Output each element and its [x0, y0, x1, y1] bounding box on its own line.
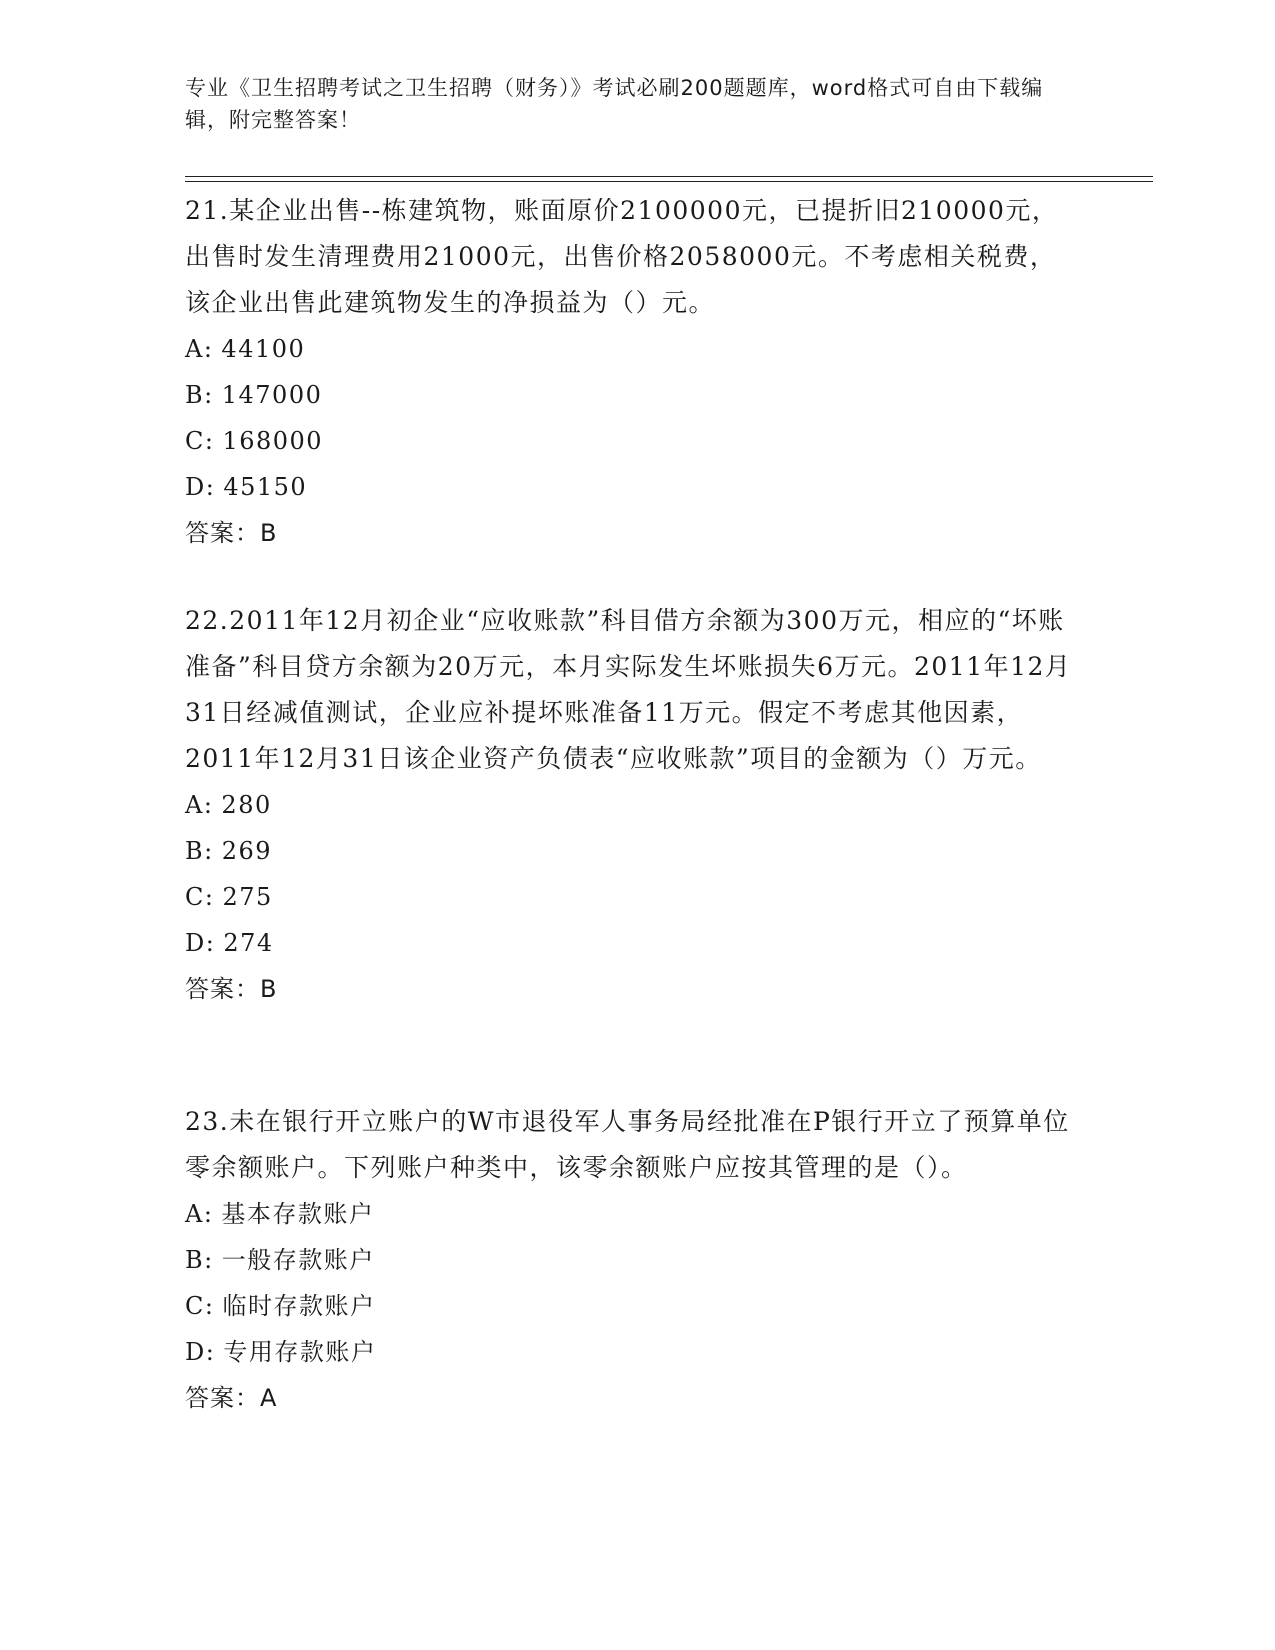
- option-letter: C:: [185, 427, 215, 455]
- option-letter: A:: [185, 791, 214, 819]
- answer-label: 答案：A: [185, 1384, 278, 1412]
- option-letter: D:: [185, 473, 216, 501]
- option-c: [185, 418, 1085, 464]
- option-a: [185, 782, 1085, 828]
- question-23: [185, 1099, 1085, 1421]
- option-letter: A:: [185, 1200, 214, 1228]
- option-text: 275: [222, 883, 273, 911]
- header-divider-top: [185, 176, 1153, 177]
- option-letter: A:: [185, 335, 214, 363]
- option-letter: B:: [185, 837, 214, 865]
- option-letter: B:: [185, 381, 214, 409]
- option-text: 基本存款账户: [221, 1200, 375, 1228]
- option-letter: C:: [185, 1292, 215, 1320]
- option-a: [185, 326, 1085, 372]
- option-text: 一般存款账户: [221, 1246, 375, 1274]
- option-c: [185, 874, 1085, 920]
- option-c: [185, 1283, 1085, 1329]
- option-d: [185, 920, 1085, 966]
- question-stem: 22.2011年12月初企业“应收账款”科目借方余额为300万元，相应的“坏账准备”科目贷方余额为20万元，本月实际发生坏账损失6万元。2011年12月31日经减值测试，企业应补提坏账准备11万元。假定不考虑其他因素，2011年12月31日该企业资产负债表“应收账款”项目的金额为（）万元。: [185, 606, 1072, 773]
- option-a: [185, 1191, 1085, 1237]
- option-text: 45150: [223, 473, 308, 501]
- question-stem: 23.未在银行开立账户的W市退役军人事务局经批准在P银行开立了预算单位零余额账户。下列账户种类中，该零余额账户应按其管理的是（）。: [185, 1107, 1070, 1182]
- option-text: 44100: [221, 335, 306, 363]
- option-text: 临时存款账户: [222, 1292, 376, 1320]
- option-d: [185, 1329, 1085, 1375]
- answer-label: 答案：B: [185, 975, 278, 1003]
- option-text: 280: [221, 791, 272, 819]
- document-header: 专业《卫生招聘考试之卫生招聘（财务）》考试必刷200题题库，word格式可自由下载编辑，附完整答案！: [185, 76, 1044, 132]
- option-text: 专用存款账户: [223, 1338, 377, 1366]
- option-letter: D:: [185, 929, 216, 957]
- option-letter: C:: [185, 883, 215, 911]
- question-21: [185, 188, 1085, 556]
- option-letter: B:: [185, 1246, 214, 1274]
- option-b: [185, 1237, 1085, 1283]
- answer-label: 答案：B: [185, 519, 278, 547]
- option-text: 147000: [221, 381, 323, 409]
- question-stem: 21.某企业出售--栋建筑物，账面原价2100000元，已提折旧210000元，出售时发生清理费用21000元，出售价格2058000元。不考虑相关税费，该企业出售此建筑物发生的净损益为（）元。: [185, 196, 1059, 317]
- option-b: [185, 372, 1085, 418]
- option-text: 274: [223, 929, 274, 957]
- option-b: [185, 828, 1085, 874]
- header-divider-bottom: [185, 181, 1153, 182]
- option-letter: D:: [185, 1338, 216, 1366]
- option-text: 168000: [222, 427, 324, 455]
- option-text: 269: [221, 837, 273, 865]
- option-d: [185, 464, 1085, 510]
- question-22: [185, 598, 1085, 1012]
